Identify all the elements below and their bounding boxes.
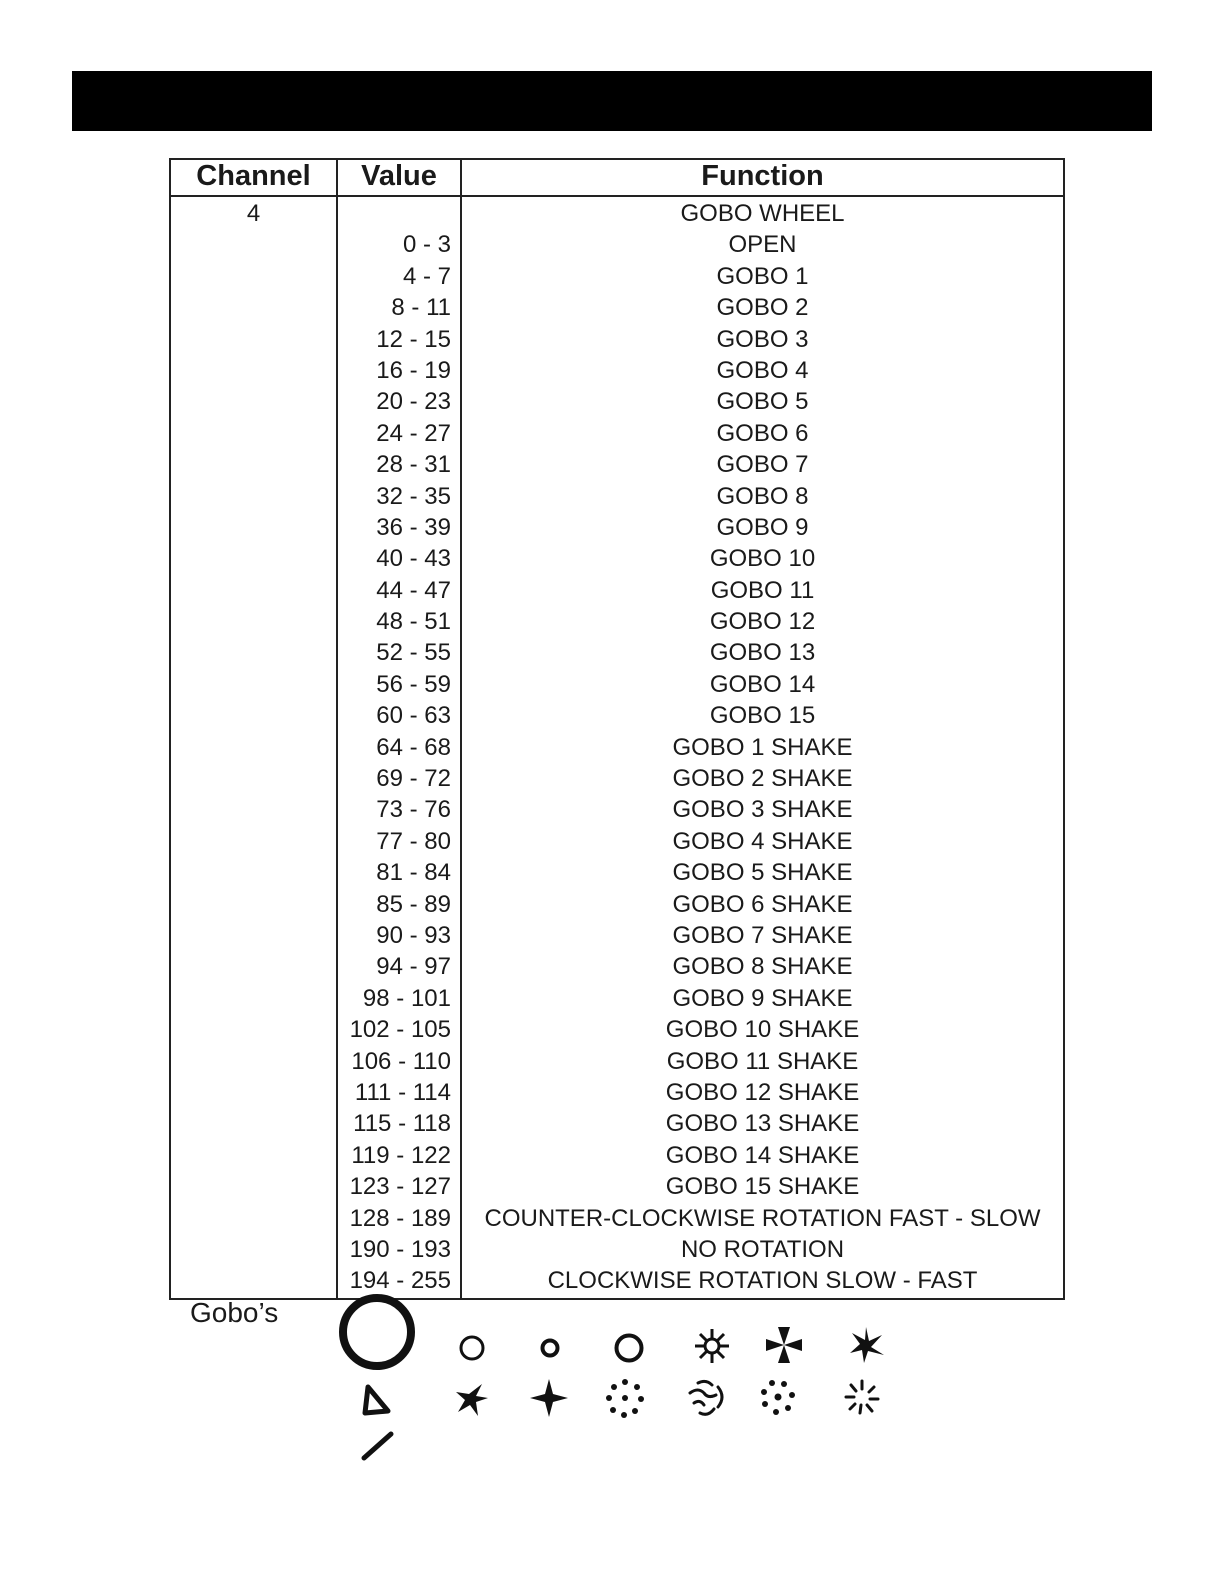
value-cell: 98 - 101 [362, 984, 451, 1012]
table-row [171, 1014, 1063, 1045]
function-cell: GOBO 12 [709, 608, 816, 636]
channel-cell: 4 [246, 200, 261, 227]
table-row [171, 1203, 1063, 1234]
value-cell: 77 - 80 [376, 827, 451, 855]
function-cell: GOBO 9 [716, 513, 809, 541]
table-row [171, 700, 1063, 731]
table-row [171, 606, 1063, 637]
function-cell: GOBO 13 [709, 639, 816, 667]
value-cell: 115 - 118 [353, 1110, 451, 1138]
function-cell: GOBO 5 [716, 388, 809, 416]
header-divider [171, 195, 1063, 197]
table-row [171, 386, 1063, 417]
table-row [171, 324, 1063, 355]
value-cell: 12 - 15 [376, 325, 451, 353]
value-cell: 90 - 93 [376, 921, 451, 949]
value-cell: 190 - 193 [349, 1235, 451, 1263]
value-cell: 102 - 105 [349, 1016, 451, 1044]
value-cell: 123 - 127 [349, 1173, 451, 1201]
value-cell: 40 - 43 [376, 545, 451, 573]
function-cell: GOBO 7 [716, 451, 809, 479]
slash-line-icon [358, 1428, 398, 1464]
function-cell: GOBO 9 SHAKE [672, 984, 853, 1012]
comet-star-icon [452, 1380, 492, 1420]
table-row [171, 889, 1063, 920]
table-row [171, 857, 1063, 888]
table-row [171, 983, 1063, 1014]
table-row [171, 637, 1063, 668]
function-cell: GOBO 2 SHAKE [672, 765, 853, 793]
function-cell: GOBO 15 SHAKE [665, 1173, 860, 1201]
function-cell: GOBO 8 SHAKE [672, 953, 853, 981]
table-row [171, 1108, 1063, 1139]
header-channel: Channel [196, 160, 311, 192]
value-cell: 111 - 114 [354, 1078, 451, 1106]
open-ring-icon [337, 1292, 417, 1372]
header-bar [72, 71, 1152, 131]
four-point-star-icon [528, 1377, 570, 1419]
value-cell: 119 - 122 [351, 1141, 451, 1169]
value-cell: 4 - 7 [402, 262, 451, 290]
function-cell: GOBO 15 [709, 702, 816, 730]
table-row [171, 763, 1063, 794]
value-cell: 48 - 51 [376, 608, 451, 636]
function-cell: GOBO 14 [709, 670, 816, 698]
function-cell: GOBO 1 [716, 262, 809, 290]
value-cell: 64 - 68 [376, 733, 451, 761]
starburst-icon [692, 1326, 732, 1366]
function-cell: GOBO 2 [716, 294, 809, 322]
table-row [171, 669, 1063, 700]
header-function: Function [701, 160, 824, 192]
function-cell: GOBO 4 [716, 356, 809, 384]
table-row [171, 543, 1063, 574]
function-cell: COUNTER-CLOCKWISE ROTATION FAST - SLOW [484, 1204, 1041, 1232]
value-cell: 0 - 3 [402, 231, 451, 259]
dmx-channel-table [169, 158, 1065, 1300]
table-row [171, 512, 1063, 543]
table-row [171, 1171, 1063, 1202]
table-row [171, 1265, 1063, 1296]
swirl-icon [686, 1377, 728, 1419]
table-row [171, 229, 1063, 260]
value-cell: 69 - 72 [376, 765, 451, 793]
table-row [171, 1077, 1063, 1108]
function-cell: GOBO 6 SHAKE [672, 890, 853, 918]
function-cell: CLOCKWISE ROTATION SLOW - FAST [547, 1267, 978, 1295]
value-cell: 73 - 76 [376, 796, 451, 824]
triangle-icon [358, 1382, 394, 1418]
function-cell: OPEN [728, 231, 797, 259]
header-value: Value [361, 160, 437, 192]
value-cell: 8 - 11 [391, 294, 451, 322]
gobos-label: Gobo’s [190, 1297, 279, 1328]
function-cell: GOBO 7 SHAKE [672, 921, 853, 949]
function-cell: GOBO WHEEL [680, 200, 845, 227]
function-cell: GOBO 5 SHAKE [672, 859, 853, 887]
table-body [171, 198, 1063, 1297]
function-cell: GOBO 11 SHAKE [666, 1047, 859, 1075]
table-row [171, 1140, 1063, 1171]
pinwheel-icon [762, 1323, 806, 1367]
dash-burst-icon [842, 1377, 882, 1417]
table-row [171, 198, 1063, 229]
table-row [171, 1046, 1063, 1077]
function-cell: GOBO 3 SHAKE [672, 796, 853, 824]
tiny-ring-icon [537, 1335, 563, 1361]
value-cell: 85 - 89 [376, 890, 451, 918]
table-row [171, 732, 1063, 763]
table-row [171, 951, 1063, 982]
function-cell: GOBO 8 [716, 482, 809, 510]
function-cell: GOBO 14 SHAKE [665, 1141, 860, 1169]
function-cell: GOBO 12 SHAKE [665, 1078, 860, 1106]
function-cell: GOBO 3 [716, 325, 809, 353]
value-cell: 60 - 63 [376, 702, 451, 730]
table-row [171, 261, 1063, 292]
value-cell: 44 - 47 [376, 576, 451, 604]
value-cell: 36 - 39 [376, 513, 451, 541]
value-cell: 194 - 255 [349, 1267, 451, 1295]
function-cell: GOBO 1 SHAKE [672, 733, 853, 761]
value-cell: 106 - 110 [351, 1047, 451, 1075]
table-row [171, 418, 1063, 449]
table-row [171, 481, 1063, 512]
function-cell: GOBO 6 [716, 419, 809, 447]
value-cell: 94 - 97 [376, 953, 451, 981]
table-row [171, 1234, 1063, 1265]
function-cell: GOBO 10 [709, 545, 816, 573]
table-row [171, 794, 1063, 825]
value-cell: 32 - 35 [376, 482, 451, 510]
function-cell: GOBO 10 SHAKE [665, 1016, 860, 1044]
function-cell: GOBO 4 SHAKE [672, 827, 853, 855]
table-row [171, 920, 1063, 951]
table-row [171, 355, 1063, 386]
splat-star-icon [846, 1325, 886, 1365]
function-cell: GOBO 11 [710, 576, 815, 604]
dot-cluster-icon [758, 1377, 798, 1417]
table-row [171, 826, 1063, 857]
value-cell: 16 - 19 [376, 356, 451, 384]
value-cell: 128 - 189 [349, 1204, 451, 1232]
value-cell: 20 - 23 [376, 388, 451, 416]
table-row [171, 292, 1063, 323]
value-cell: 24 - 27 [376, 419, 451, 447]
function-cell: GOBO 13 SHAKE [665, 1110, 860, 1138]
value-cell: 81 - 84 [376, 859, 451, 887]
value-cell: 52 - 55 [376, 639, 451, 667]
table-row [171, 449, 1063, 480]
small-ring-icon [456, 1332, 488, 1364]
value-cell: 28 - 31 [376, 451, 451, 479]
value-cell: 56 - 59 [376, 670, 451, 698]
medium-ring-icon [612, 1331, 646, 1365]
dot-ring-icon [605, 1378, 645, 1418]
function-cell: NO ROTATION [680, 1235, 845, 1263]
table-row [171, 575, 1063, 606]
